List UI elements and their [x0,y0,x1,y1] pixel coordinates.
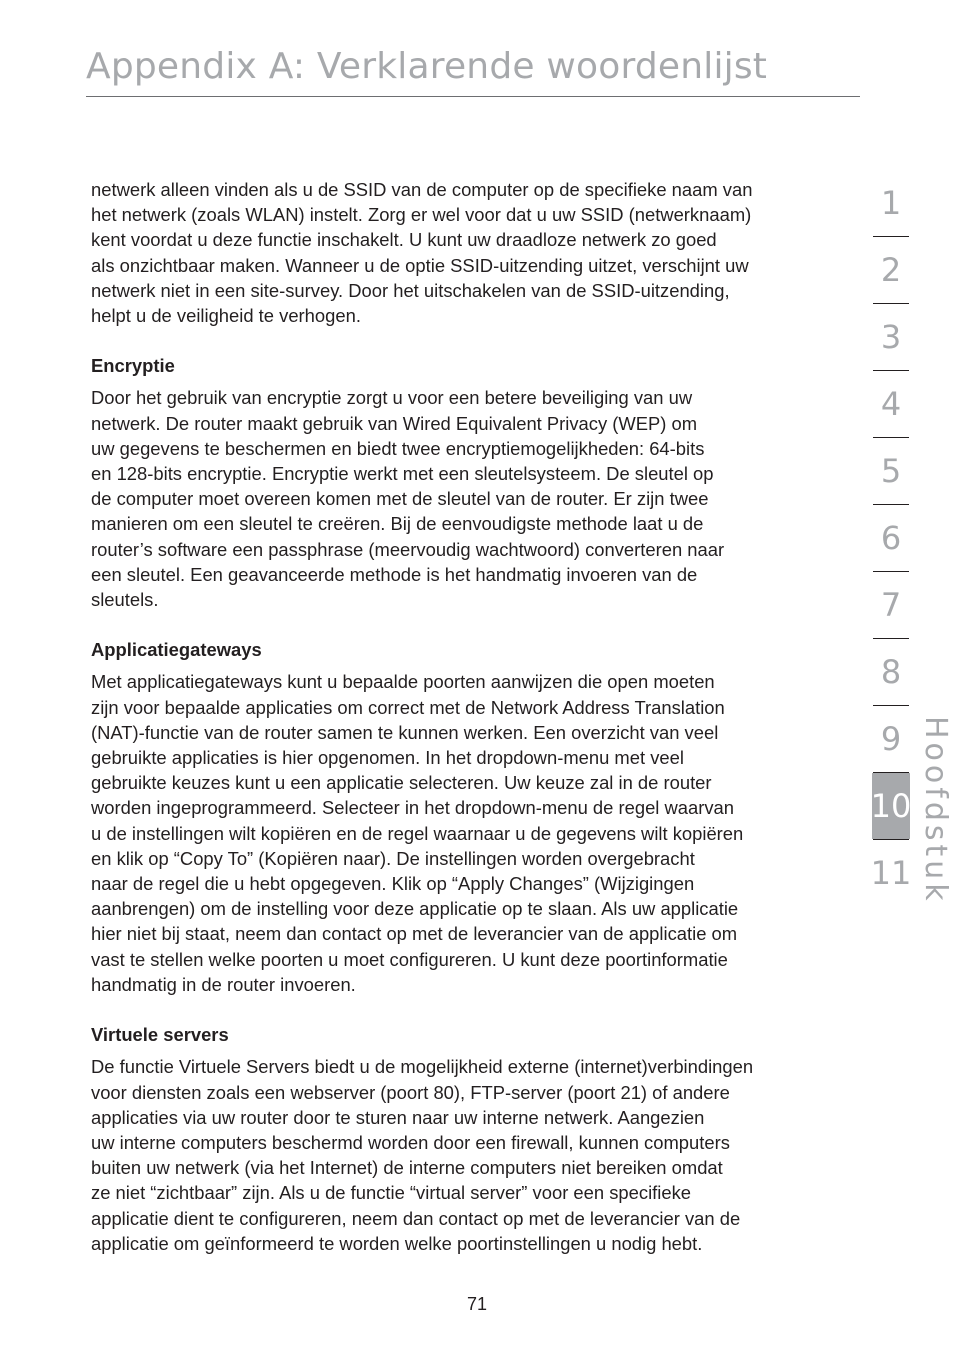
chapter-tab-8: 8 [880,653,902,691]
paragraph-line: het netwerk (zoals WLAN) instelt. Zorg er wel voor dat u uw SSID (netwerknaam) [91,204,752,226]
chapter-tab-3: 3 [880,318,902,356]
section-paragraph [91,669,863,997]
paragraph-line: handmatig in de router invoeren. [91,973,356,995]
paragraph-line: naar de regel die u hebt opgegeven. Klik op “Apply Changes” (Wijzigingen [91,873,695,895]
paragraph-line: gebruikte keuzes kunt u een applicatie selecteren. Uw keuze zal in de router [91,772,712,794]
paragraph-line: sleutels. [91,589,159,611]
chapter-nav-label: Hoofdstuk [918,716,953,905]
paragraph-line: helpt u de veiligheid te verhogen. [91,305,361,327]
chapter-tab-2: 2 [880,251,902,289]
paragraph-line: als onzichtbaar maken. Wanneer u de optie SSID-uitzending uitzet, verschijnt uw [91,254,749,276]
section-paragraph [91,385,863,612]
page-title: Appendix A: Verklarende woordenlijst [86,46,768,87]
paragraph-line: ze niet “zichtbaar” zijn. Als u de functie “virtual server” voor een specifieke [91,1182,692,1204]
chapter-tab-6: 6 [880,519,902,557]
paragraph-line: voor diensten zoals een webserver (poort 80), FTP-server (poort 21) of andere [91,1081,730,1103]
paragraph-line: en 128-bits encryptie. Encryptie werkt met een sleutelsysteem. De sleutel op [91,463,714,485]
section-spacer [91,612,863,637]
paragraph-line: u de instellingen wilt kopiëren en de regel waarnaar u de gegevens wilt kopiëren [91,822,744,844]
heading-spacer [91,378,863,385]
paragraph-line: worden ingeprogrammeerd. Selecteer in het dropdown-menu de regel waarvan [91,797,735,819]
chapter-tab-7: 7 [880,586,902,624]
paragraph-line: vast te stellen welke poorten u moet configureren. U kunt deze poortinformatie [91,948,728,970]
paragraph-line: De functie Virtuele Servers biedt u de mogelijkheid externe (internet)verbindingen [91,1056,754,1078]
heading-spacer [91,662,863,669]
section-spacer [91,328,863,353]
paragraph-line: netwerk niet in een site-survey. Door het uitschakelen van de SSID-uitzending, [91,279,730,301]
paragraph-line: router’s software een passphrase (meervoudig wachtwoord) converteren naar [91,538,725,560]
chapter-tab-9: 9 [880,720,902,758]
chapter-tab-4: 4 [880,385,902,423]
page-number: 71 [466,1294,488,1314]
chapter-nav [872,170,910,906]
paragraph-line: gebruikte applicaties is hier opgenomen. In het dropdown-menu met veel [91,747,684,769]
chapter-tab-5: 5 [880,452,902,490]
chapter-tab-10: 10 [872,773,910,839]
section-paragraph [91,177,863,328]
paragraph-line: buiten uw netwerk (via het Internet) de interne computers niet bereiken omdat [91,1157,723,1179]
chapter-tab-11: 11 [870,854,912,892]
paragraph-line: een sleutel. Een geavanceerde methode is het handmatig invoeren van de [91,563,698,585]
section-heading: Applicatiegateways [91,639,262,661]
chapter-tab-1: 1 [880,184,902,222]
paragraph-line: hier niet bij staat, neem dan contact op met de leverancier van de applicatie om [91,923,738,945]
paragraph-line: uw gegevens te beschermen en biedt twee encryptiemogelijkheden: 64-bits [91,437,705,459]
paragraph-line: netwerk alleen vinden als u de SSID van de computer op de specifieke naam van [91,179,753,200]
section-paragraph [91,1054,863,1256]
paragraph-line: (NAT)-functie van de router samen te kunnen werken. Een overzicht van veel [91,721,719,743]
paragraph-line: en klik op “Copy To” (Kopiëren naar). De instellingen worden overgebracht [91,847,695,869]
title-divider [86,96,860,97]
section-spacer [91,997,863,1022]
paragraph-line: applicatie om geïnformeerd te worden welke poortinstellingen u nodig hebt. [91,1232,703,1254]
paragraph-line: applicatie dient te configureren, neem dan contact op met de leverancier van de [91,1207,741,1229]
paragraph-line: manieren om een sleutel te creëren. Bij de eenvoudigste methode laat u de [91,513,704,535]
heading-spacer [91,1047,863,1054]
paragraph-line: Met applicatiegateways kunt u bepaalde poorten aanwijzen die open moeten [91,671,715,693]
paragraph-line: de computer moet overeen komen met de sleutel van de router. Er zijn twee [91,488,709,510]
paragraph-line: Door het gebruik van encryptie zorgt u voor een betere beveiliging van uw [91,387,693,409]
paragraph-line: netwerk. De router maakt gebruik van Wired Equivalent Privacy (WEP) om [91,412,698,434]
paragraph-line: uw interne computers beschermd worden door een firewall, kunnen computers [91,1131,730,1153]
paragraph-line: aanbrengen) om de instelling voor deze applicatie op te slaan. Als uw applicatie [91,898,739,920]
section-heading: Encryptie [91,355,175,377]
section-heading: Virtuele servers [91,1024,229,1046]
paragraph-line: zijn voor bepaalde applicaties om correct met de Network Address Translation [91,696,725,718]
paragraph-line: applicaties via uw router door te sturen naar uw interne netwerk. Aangezien [91,1106,705,1128]
body-content [91,177,863,1256]
paragraph-line: kent voordat u deze functie inschakelt. U kunt uw draadloze netwerk zo goed [91,229,717,251]
